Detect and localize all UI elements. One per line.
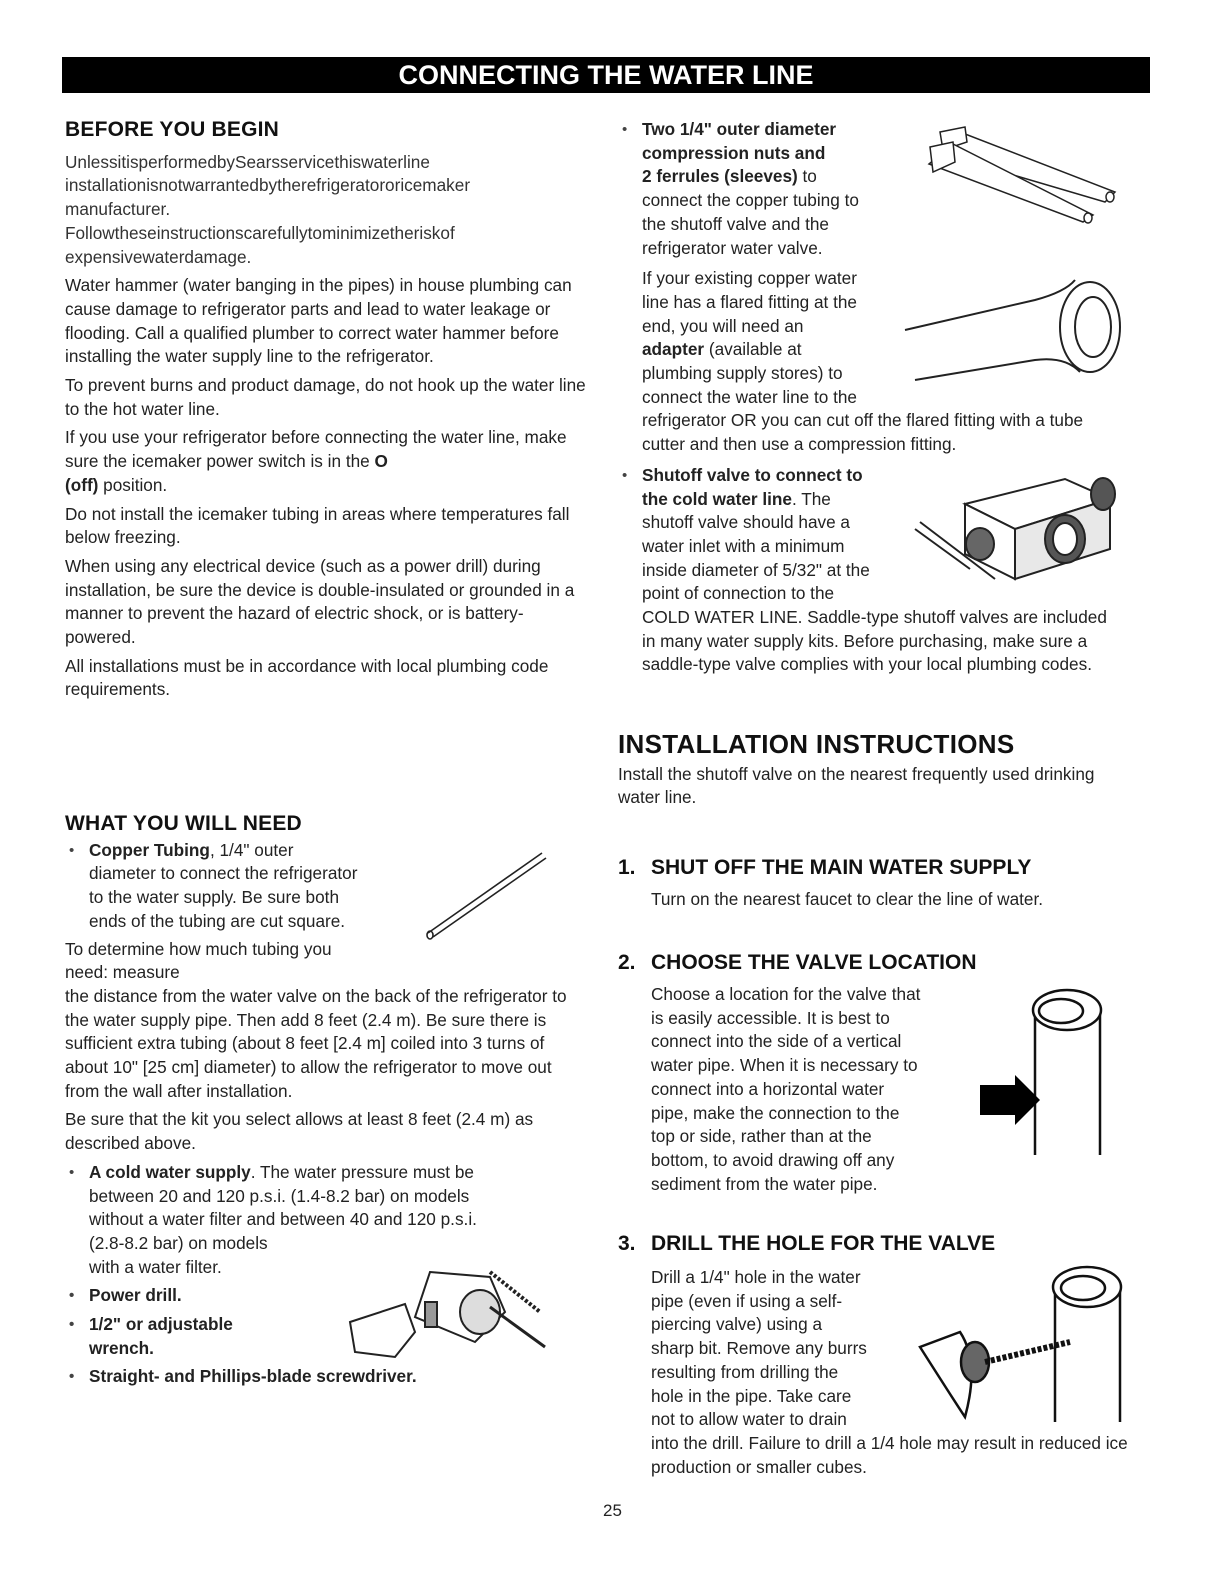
sears-notice bbox=[65, 151, 590, 270]
hot-water-paragraph: To prevent burns and product damage, do not hook up the water line to the hot water line. bbox=[65, 375, 586, 419]
notice-line: UnlessitisperformedbySearsservicethiswaterline bbox=[65, 151, 430, 172]
item-text: connect the copper tubing to bbox=[642, 190, 859, 211]
compression-nuts-illustration bbox=[925, 122, 1125, 222]
item-text: . The water pressure must be bbox=[250, 1161, 474, 1182]
switch-text-end: position. bbox=[98, 474, 168, 495]
before-you-begin-section bbox=[65, 118, 590, 707]
nuts-label: Two 1/4" outer diameter bbox=[642, 119, 837, 139]
need-heading: WHAT YOU WILL NEED bbox=[65, 812, 302, 835]
notice-line: installationisnotwarrantedbytherefrigeratororicemaker bbox=[65, 175, 471, 196]
valve-label: Shutoff valve to connect to bbox=[642, 464, 863, 485]
item-text: refrigerator OR you can cut off the flared fitting with a tube cutter and then use a compression fitting. bbox=[642, 410, 1084, 455]
step-line: not to allow water to drain bbox=[651, 1409, 847, 1430]
item-text: diameter to connect the refrigerator bbox=[89, 863, 358, 884]
notice-line: manufacturer. bbox=[65, 199, 171, 220]
step-line: piercing valve) using a bbox=[651, 1314, 823, 1335]
list-item: • Power drill. bbox=[65, 1284, 590, 1308]
item-text: ends of the tubing are cut square. bbox=[89, 910, 346, 931]
measure-paragraph bbox=[65, 938, 590, 1104]
step-line: sharp bit. Remove any burrs bbox=[651, 1338, 867, 1359]
step-number: 3. bbox=[618, 1232, 636, 1255]
step-line: is easily accessible. It is best to bbox=[651, 1007, 890, 1028]
item-text: wrench. bbox=[89, 1337, 154, 1358]
item-text: to bbox=[797, 166, 817, 187]
item-text: , 1/4" outer bbox=[209, 839, 294, 860]
step-line: water pipe. When it is necessary to bbox=[651, 1055, 918, 1076]
item-text: To determine how much tubing you bbox=[65, 938, 332, 959]
item-text: between 20 and 120 p.s.i. (1.4-8.2 bar) on models bbox=[89, 1185, 470, 1206]
power-drill-illustration bbox=[340, 1262, 550, 1362]
item-text: without a water filter and between 40 and 120 p.s.i. bbox=[89, 1209, 477, 1230]
step-number: 2. bbox=[618, 951, 636, 974]
vertical-pipe-illustration bbox=[975, 985, 1115, 1160]
kit-paragraph: Be sure that the kit you select allows at least 8 feet (2.4 m) as described above. bbox=[65, 1109, 534, 1154]
step-1 bbox=[618, 856, 1138, 916]
item-text: (available at bbox=[704, 339, 802, 360]
install-heading: INSTALLATION INSTRUCTIONS bbox=[618, 729, 1015, 759]
step-line: bottom, to avoid drawing off any bbox=[651, 1149, 895, 1170]
water-hammer-paragraph: Water hammer (water banging in the pipes) in house plumbing can cause damage to refrigerator parts and lead to water leakage or flooding. Call a qualified plumber to correct water hammer before installing the water supply line to the refrigerator. bbox=[65, 275, 572, 367]
page-banner: CONNECTING THE WATER LINE bbox=[62, 57, 1150, 93]
step-line: top or side, rather than at the bbox=[651, 1126, 872, 1147]
installation-section bbox=[618, 729, 1118, 815]
flared-fitting-illustration bbox=[905, 272, 1125, 392]
cold-water-label: A cold water supply bbox=[89, 1161, 251, 1182]
item-text: point of connection to the bbox=[642, 583, 835, 604]
nuts-label: compression nuts and bbox=[642, 142, 826, 163]
step-text bbox=[651, 983, 920, 1196]
valve-label: the cold water line bbox=[642, 488, 792, 509]
icemaker-switch-paragraph bbox=[65, 426, 590, 497]
step-line: sediment from the water pipe. bbox=[651, 1173, 878, 1194]
page-number: 25 bbox=[603, 1501, 622, 1520]
shutoff-valve-illustration bbox=[915, 474, 1125, 589]
before-heading: BEFORE YOU BEGIN bbox=[65, 118, 280, 141]
step-title: CHOOSE THE VALVE LOCATION bbox=[651, 951, 977, 974]
copper-tubing-label: Copper Tubing bbox=[89, 839, 210, 860]
item-text: the distance from the water valve on the back of the refrigerator to the water supply pipe. Then add 8 feet (2.4 m). Be sure there is sufficient extra tubing (about 8 feet [2.4 m] coiled into 3 turns of about 10" [25 cm] diameter) to allow the refrigerator to move out from the wall after installation. bbox=[65, 985, 567, 1101]
step-line: Choose a location for the valve that bbox=[651, 984, 921, 1004]
install-intro: Install the shutoff valve on the nearest frequently used drinking water line. bbox=[618, 763, 1095, 808]
step-number: 1. bbox=[618, 856, 636, 879]
copper-tubing-illustration bbox=[420, 848, 560, 943]
item-text: to the water supply. Be sure both bbox=[89, 887, 339, 908]
item-text: connect the water line to the bbox=[642, 386, 857, 407]
electrical-paragraph: When using any electrical device (such as a power drill) during installation, be sure the device is double-insulated or grounded in a manner to prevent the hazard of electric shock, or is battery-powered. bbox=[65, 555, 575, 648]
notice-line: Followtheseinstructionscarefullytominimizetheriskof bbox=[65, 222, 455, 243]
notice-line: expensivewaterdamage. bbox=[65, 246, 252, 267]
item-text: (2.8-8.2 bar) on models bbox=[89, 1232, 268, 1253]
nuts-label: 2 ferrules (sleeves) bbox=[642, 166, 798, 187]
item-text: line has a flared fitting at the bbox=[642, 291, 857, 312]
step-line: connect into the side of a vertical bbox=[651, 1031, 902, 1052]
step-line: hole in the pipe. Take care bbox=[651, 1385, 852, 1406]
step-line: pipe, make the connection to the bbox=[651, 1102, 900, 1123]
drill-hole-illustration bbox=[915, 1262, 1125, 1432]
step-line: into the drill. Failure to drill a 1/4 hole may result in reduced ice production or smaller cubes. bbox=[651, 1432, 1128, 1477]
item-text: need: measure bbox=[65, 962, 180, 983]
item-text: . The bbox=[791, 488, 831, 509]
item-text: water inlet with a minimum bbox=[642, 535, 845, 556]
step-line: pipe (even if using a self- bbox=[651, 1290, 843, 1311]
item-text: If your existing copper water bbox=[642, 268, 857, 289]
code-paragraph: All installations must be in accordance with local plumbing code requirements. bbox=[65, 655, 549, 700]
step-title: SHUT OFF THE MAIN WATER SUPPLY bbox=[651, 856, 1032, 879]
step-line: connect into a horizontal water bbox=[651, 1078, 885, 1099]
step-text: Turn on the nearest faucet to clear the line of water. bbox=[651, 889, 1044, 909]
item-text: the shutoff valve and the bbox=[642, 213, 829, 234]
item-text: plumbing supply stores) to bbox=[642, 363, 843, 384]
item-text: refrigerator water valve. bbox=[642, 237, 823, 258]
item-text: shutoff valve should have a bbox=[642, 512, 850, 533]
step-line: Drill a 1/4" hole in the water bbox=[651, 1267, 861, 1287]
item-text: end, you will need an bbox=[642, 315, 804, 336]
switch-o: O bbox=[374, 451, 388, 472]
item-text: 1/2" or adjustable bbox=[89, 1314, 233, 1335]
adapter-label: adapter bbox=[642, 339, 705, 360]
list-item: • Straight- and Phillips-blade screwdriver. bbox=[65, 1365, 590, 1389]
item-text: with a water filter. bbox=[89, 1256, 222, 1277]
item-text: COLD WATER LINE. Saddle-type shutoff valves are included in many water supply kits. Before purchasing, make sure a saddle-type valve complies with your local plumbing codes. bbox=[642, 607, 1107, 675]
step-title: DRILL THE HOLE FOR THE VALVE bbox=[651, 1232, 996, 1255]
item-text: inside diameter of 5/32" at the bbox=[642, 559, 870, 580]
switch-text: If you use your refrigerator before connecting the water line, make sure the icemaker power switch is in the bbox=[65, 427, 567, 472]
switch-off: (off) bbox=[65, 474, 99, 495]
freezing-paragraph: Do not install the icemaker tubing in areas where temperatures fall below freezing. bbox=[65, 503, 570, 548]
step-line: resulting from drilling the bbox=[651, 1361, 839, 1382]
